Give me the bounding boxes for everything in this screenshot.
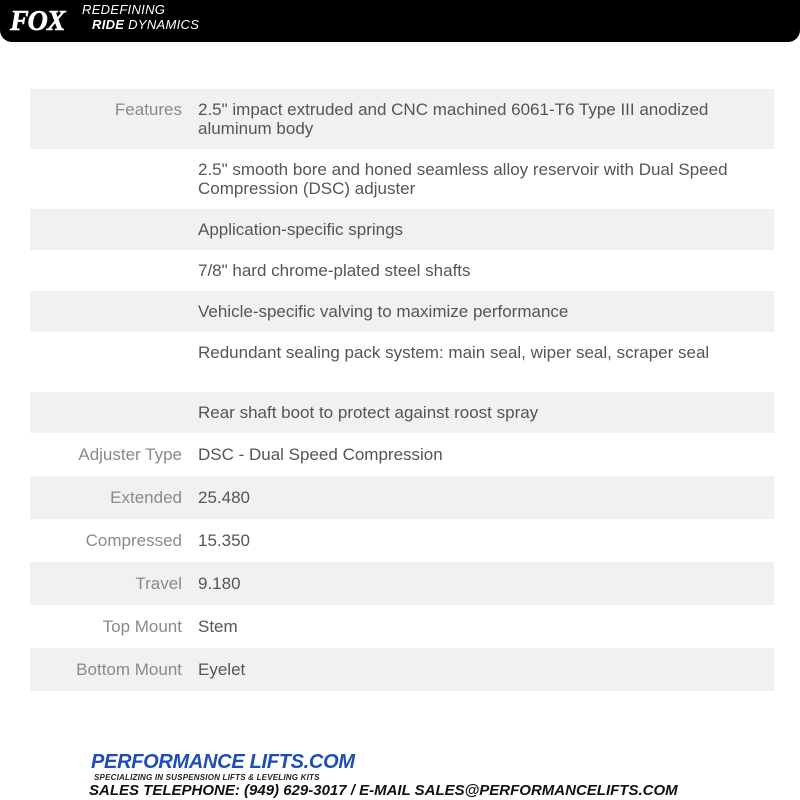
table-row: [30, 250, 774, 291]
spec-label: Bottom Mount: [30, 648, 190, 691]
tagline-line2: [82, 17, 199, 32]
spec-label: Adjuster Type: [78, 445, 182, 464]
spec-label: [30, 149, 190, 209]
spec-value: DSC - Dual Speed Compression: [198, 445, 443, 464]
spec-value: Stem: [198, 617, 238, 636]
spec-value: Application-specific springs: [190, 209, 774, 250]
header-tagline: [82, 2, 199, 32]
header-banner: [0, 0, 800, 42]
spec-value: 2.5" smooth bore and honed seamless alloy reservoir with Dual Speed Compression (DSC) adjuster: [198, 160, 728, 198]
spec-value: 9.180: [190, 562, 774, 605]
spec-label: Extended: [30, 476, 190, 519]
tagline-line1: REDEFINING: [82, 2, 166, 17]
fox-logo: [8, 3, 80, 39]
spec-label: Top Mount: [102, 617, 182, 636]
performance-lifts-logo: [91, 751, 355, 782]
spec-label: Features: [30, 89, 190, 149]
spec-value: 15.350: [198, 531, 250, 550]
spec-value: Rear shaft boot to protect against roost spray: [190, 392, 774, 433]
spec-label: [30, 291, 190, 332]
table-row: [30, 209, 774, 250]
table-row: [30, 605, 774, 648]
table-row: [30, 149, 774, 209]
spec-label: Compressed: [85, 531, 182, 550]
spec-value: 7/8" hard chrome-plated steel shafts: [198, 261, 471, 280]
spec-value: Eyelet: [190, 648, 774, 691]
spec-label: Travel: [30, 562, 190, 605]
table-row: [30, 519, 774, 562]
spec-label: [30, 250, 190, 291]
table-row: [30, 562, 774, 605]
fox-logo-text: FOX: [10, 6, 65, 37]
table-row: [30, 433, 774, 476]
footer-logo-text: PERFORMANCE LIFTS.COM: [91, 751, 355, 773]
spec-value: Vehicle-specific valving to maximize performance: [190, 291, 774, 332]
specs-table: [30, 89, 774, 691]
tagline-rest: DYNAMICS: [124, 17, 200, 32]
table-row: [30, 89, 774, 149]
spec-value: Redundant sealing pack system: main seal, wiper seal, scraper seal: [198, 343, 710, 362]
tagline-bold: RIDE: [92, 17, 125, 32]
table-row: [30, 476, 774, 519]
spec-label: [30, 332, 190, 392]
table-row: [30, 648, 774, 691]
spec-label: [30, 392, 190, 433]
table-row: [30, 332, 774, 392]
spec-label: [30, 209, 190, 250]
footer-contact: SALES TELEPHONE: (949) 629-3017 / E-MAIL SALES@PERFORMANCELIFTS.COM: [89, 782, 678, 799]
footer-tagline: SPECIALIZING IN SUSPENSION LIFTS & LEVELING KITS: [94, 773, 320, 782]
table-row: [30, 291, 774, 332]
table-row: [30, 392, 774, 433]
spec-value: 25.480: [190, 476, 774, 519]
spec-value: 2.5" impact extruded and CNC machined 6061-T6 Type III anodized aluminum body: [190, 89, 774, 149]
